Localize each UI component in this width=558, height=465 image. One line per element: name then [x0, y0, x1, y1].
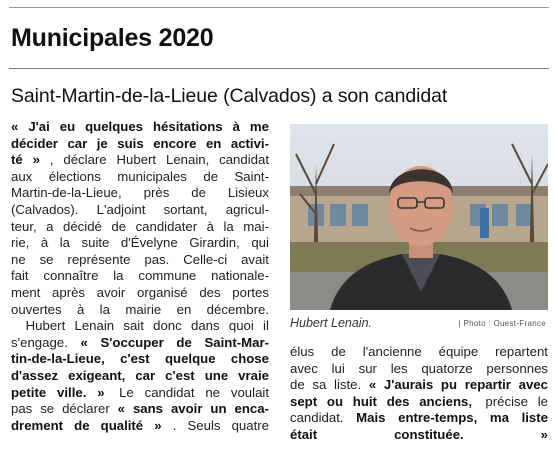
col1-line: rie, à la suite d'Évelyne Girardin, qui [11, 235, 269, 251]
col1-line: Martin-de-la-Lieue, près de Lisieux [11, 185, 269, 201]
article-headline: Saint-Martin-de-la-Lieue (Calvados) a son candidat [11, 85, 448, 107]
col1-line: s'engage. « S'occuper de Saint-Mar- [11, 334, 269, 350]
col1-line: aux élections municipales de Saint- [11, 168, 269, 184]
caption-name: Hubert Lenain. [290, 316, 373, 330]
article-column-1 [11, 119, 269, 434]
col1-line: fait connaître la commune nationale- [11, 268, 269, 284]
col2-line: avec lui sur les quatorze personnes [290, 360, 548, 376]
section-rule [9, 68, 549, 69]
col1-line: tin-de-la-Lieue, c'est quelque chose [11, 351, 269, 367]
col2-line: candidat. Mais entre-temps, ma liste [290, 410, 548, 426]
col1-line: d'assez exigeant, car c'est une vraie [11, 367, 269, 383]
col1-line: drement de qualité » . Seuls quatre [11, 417, 269, 433]
article-column-2 [290, 344, 548, 444]
col1-line: pas se déclarer « sans avoir un enca- [11, 401, 269, 417]
section-title: Municipales 2020 [11, 24, 214, 52]
top-rule [9, 7, 549, 8]
candidate-photo-image [290, 124, 548, 310]
col1-line: « J'ai eu quelques hésitations à me [11, 119, 269, 134]
col1-line: Hubert Lenain sait donc dans quoi il [11, 318, 269, 334]
col1-line: teur, a décidé de candidater à la mai- [11, 218, 269, 234]
col1-line: décider car je suis encore en activi- [11, 135, 269, 151]
photo-credit: | Photo : Ouest-France [458, 319, 546, 328]
col1-line: ne se représente pas. Celle-ci avait [11, 251, 269, 267]
col2-line: élus de l'ancienne équipe repartent [290, 344, 548, 359]
candidate-photo [290, 124, 548, 310]
col2-line: sept ou huit des anciens, précise le [290, 393, 548, 409]
col2-line: était constituée. » [290, 426, 548, 442]
col1-line: ouvertes à la mairie en décembre. [11, 301, 269, 317]
col1-line: (Calvados). L'adjoint sortant, agricul- [11, 201, 269, 217]
col1-line: petite ville. » Le candidat ne voulait [11, 384, 269, 400]
photo-caption [290, 316, 548, 332]
col2-line: de sa liste. « J'aurais pu repartir avec [290, 377, 548, 393]
col1-line: té » , déclare Hubert Lenain, candidat [11, 152, 269, 168]
col1-line: ment après avoir organisé des portes [11, 284, 269, 300]
